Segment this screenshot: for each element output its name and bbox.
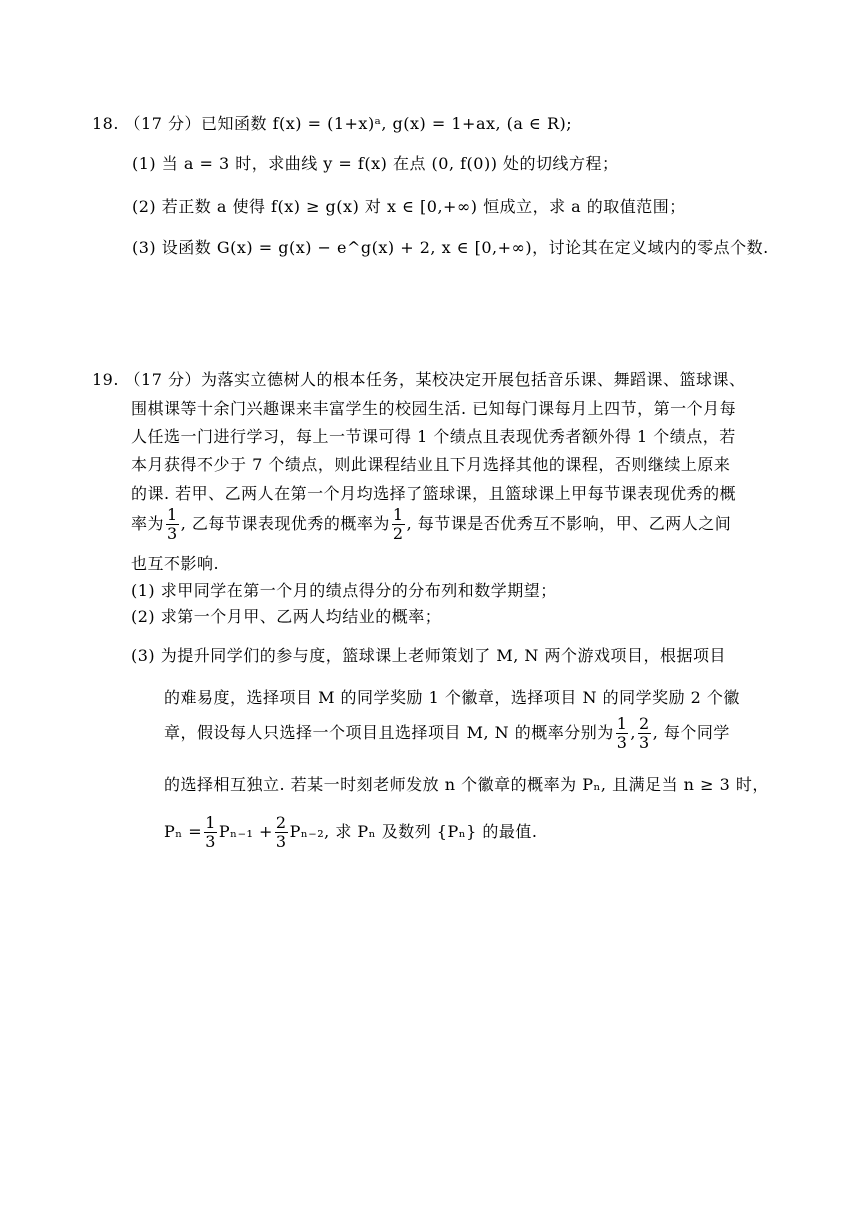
q19-stem-line-3: 人任选一门进行学习，每上一节课可得 1 个绩点且表现优秀者额外得 1 个绩点，若	[131, 427, 736, 446]
fraction-numerator: 1	[167, 505, 178, 524]
fraction-one-third	[616, 716, 629, 751]
fraction-denominator: 3	[616, 733, 628, 752]
fraction-denominator: 3	[275, 832, 287, 851]
q19-stem-line-4: 本月获得不少于 7 个绩点，则此课程结业且下月选择其他的课程，否则继续上原来	[131, 455, 731, 474]
prob-text-middle: , 乙每节课表现优秀的概率为	[180, 514, 390, 533]
fraction-denominator: 3	[639, 733, 650, 752]
fraction-numerator: 1	[392, 505, 404, 524]
q18-stem-text: （17 分）已知函数 f(x) = (1+x)ᵃ, g(x) = 1+ax, (a ∈ R);	[124, 114, 573, 133]
q18-part-1: (1) 当 a = 3 时，求曲线 y = f(x) 在点 (0, f(0)) 处的切线方程；	[132, 154, 619, 173]
recurrence-term-1: Pₙ₋₁ +	[218, 822, 273, 841]
part3-text-before: 章，假设每人只选择一个项目且选择项目 M, N 的概率分别为	[164, 723, 614, 742]
recurrence-term-2: Pₙ₋₂, 求 Pₙ 及数列 {Pₙ} 的最值.	[289, 822, 538, 841]
q19-part-3-line-4: 的选择相互独立. 若某一时刻老师发放 n 个徽章的概率为 Pₙ, 且满足当 n ≥ 3 时，	[164, 775, 769, 794]
fraction-one-third	[204, 815, 217, 850]
q19-part-3-line-2: 的难易度，选择项目 M 的同学奖励 1 个徽章，选择项目 N 的同学奖励 2 个徽	[164, 688, 740, 707]
q19-number: 19.	[92, 370, 119, 389]
q19-part-1: (1) 求甲同学在第一个月的绩点得分的分布列和数学期望；	[131, 581, 557, 600]
q18-number: 18.	[92, 114, 119, 133]
q19-probability-line	[131, 507, 731, 542]
fraction-two-thirds	[638, 716, 651, 751]
prob-text-before: 率为	[131, 514, 165, 533]
fraction-two-thirds	[275, 815, 288, 850]
q19-part-3-line-3	[164, 716, 730, 751]
fraction-numerator: 1	[205, 813, 216, 832]
q19-stem-text: （17 分）为落实立德树人的根本任务，某校决定开展包括音乐课、舞蹈课、篮球课、	[124, 370, 746, 389]
fraction-denominator: 3	[167, 524, 178, 543]
fraction-denominator: 3	[205, 832, 216, 851]
q19-stem-line-2: 围棋课等十余门兴趣课来丰富学生的校园生活. 已知每门课每月上四节，第一个月每	[131, 399, 737, 418]
fraction-numerator: 2	[639, 714, 650, 733]
q19-part-3-recurrence	[164, 815, 538, 850]
q19-stem-line-5: 的课. 若甲、乙两人在第一个月均选择了篮球课，且篮球课上甲每节课表现优秀的概	[131, 484, 737, 503]
fraction-one-third	[166, 507, 179, 542]
part3-text-after: , 每个同学	[652, 723, 730, 742]
q18-part-3: (3) 设函数 G(x) = g(x) − e^g(x) + 2, x ∈ [0,+∞)，讨论其在定义域内的零点个数.	[132, 238, 769, 257]
q18-part-2: (2) 若正数 a 使得 f(x) ≥ g(x) 对 x ∈ [0,+∞) 恒成立，求 a 的取值范围；	[132, 197, 686, 216]
recurrence-lhs: Pₙ =	[164, 822, 203, 841]
q19-stem-end: 也互不影响.	[131, 554, 220, 573]
fraction-numerator: 2	[275, 813, 287, 832]
q19-stem-line-1	[92, 369, 746, 391]
fraction-one-half	[392, 507, 405, 542]
q18-stem	[92, 113, 572, 135]
q19-part-3-line-1: (3) 为提升同学们的参与度，篮球课上老师策划了 M, N 两个游戏项目，根据项目	[131, 646, 726, 665]
fraction-denominator: 2	[392, 524, 404, 543]
q19-part-2: (2) 求第一个月甲、乙两人均结业的概率；	[131, 607, 442, 626]
fraction-separator: ,	[630, 723, 637, 742]
fraction-numerator: 1	[616, 714, 628, 733]
prob-text-after: , 每节课是否优秀互不影响，甲、乙两人之间	[406, 514, 732, 533]
